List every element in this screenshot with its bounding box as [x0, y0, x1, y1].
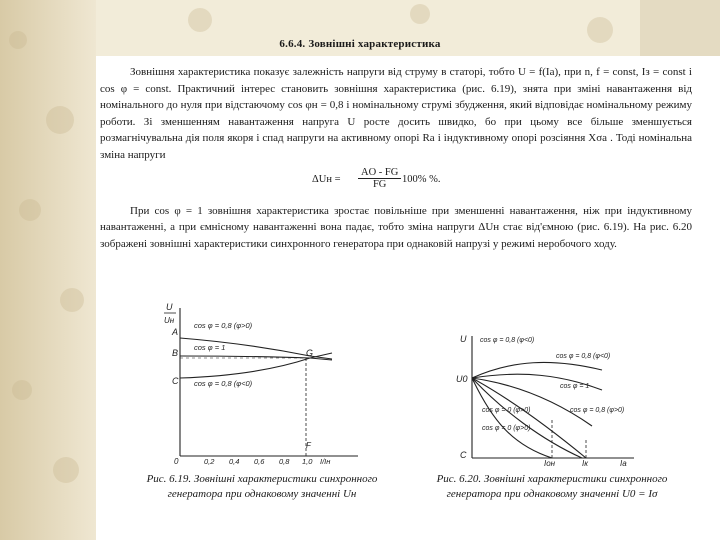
fig2-tick-ia: Iа	[620, 459, 627, 468]
fig2-curve-label-2: cos φ = 0,8 (φ<0)	[556, 353, 611, 360]
fig1-x-label: I/Iн	[320, 457, 331, 466]
fig1-point-a: A	[172, 327, 179, 337]
fig1-point-c: C	[172, 376, 179, 386]
formula-numerator: AO - FG	[358, 167, 401, 179]
fig1-point-b: B	[172, 348, 179, 358]
paragraph-1-text: Зовнішня характеристика показує залежність напруги від струму в статорі, тобто U = f(Iа), при n, f = const, Iз = const і cos φ = const. Практичний інтерес становить зовнішня характеристика (рис. 6.19), знята при зміні навантаження від номінального до нуля при відстаючому cos φн = 0,8 і номінальному струмі збудження, який відповідає номінальному режиму роботи. Зі зменшенням навантаження напруга U росте досить швидко, бо при цьому все більше зменшується розмагнічувальна дія поля якоря і спад напруги на активному опорі Rа і індуктивному опорі розсіяння Xσа . Тоді номінальна зміна напруги	[100, 66, 692, 161]
fig1-curve-label-lagging: cos φ = 0,8 (φ>0)	[194, 321, 253, 330]
fig1-curve-label-unity: cos φ = 1	[194, 343, 226, 352]
formula-rhs: 100% %.	[402, 173, 441, 185]
formula-lhs: ΔUн =	[312, 173, 341, 185]
fig2-curve-lagging	[472, 378, 586, 458]
fig1-point-g: G	[306, 348, 314, 358]
fig1-curve-label-leading: cos φ = 0,8 (φ<0)	[194, 379, 253, 388]
fig1-origin: 0	[174, 457, 179, 466]
paragraph-1	[100, 64, 692, 164]
fig2-curve-label-3: cos φ = 1	[560, 383, 590, 390]
formula-denominator: FG	[372, 178, 387, 190]
section-title: 6.6.4. Зовнішні характеристика	[279, 38, 441, 50]
fig1-y-label-den: Uн	[164, 316, 175, 325]
fig2-tick-ik: Iк	[582, 459, 588, 468]
fig2-origin: C	[460, 450, 467, 460]
formula-fraction	[358, 167, 401, 190]
fig1-tick-1-0: 1,0	[302, 457, 313, 466]
fig1-tick-0-8: 0,8	[279, 457, 290, 466]
fig2-u0-label: U0	[456, 374, 468, 384]
paragraph-2-text: При cos φ = 1 зовнішня характеристика зростає повільніше при зменшенні навантаження, ніж при індуктивному навантаженні, а при ємнісному навантаженні вона падає, тобто зміна напруги ΔUн стає від'ємною (рис. 6.19). На рис. 6.20 зображені зовнішні характеристики синхронного генератора при однаковій напрузі у режимі неробочого ходу.	[100, 204, 692, 250]
fig2-curve-label-5: cos φ = 0 (φ>0)	[482, 407, 531, 414]
fig2-y-label: U	[460, 334, 467, 344]
fig1-tick-0-2: 0,2	[204, 457, 215, 466]
figure-6-20	[452, 330, 642, 468]
fig2-curve-label-4: cos φ = 0,8 (φ>0)	[570, 407, 625, 414]
fig2-curve-label-1: cos φ = 0,8 (φ<0)	[480, 337, 535, 344]
paragraph-2	[100, 203, 692, 253]
fig1-y-label-num: U	[166, 302, 173, 312]
fig1-tick-0-4: 0,4	[229, 457, 240, 466]
fig1-caption: Рис. 6.19. Зовнішні характеристики синхронного генератора при однаковому значенні Uн	[146, 473, 378, 500]
fig2-curve-label-6: cos φ = 0 (φ>0)	[482, 425, 531, 432]
fig1-point-f: F	[306, 441, 311, 450]
fig2-curve-zero-1	[472, 378, 582, 458]
fig1-tick-0-6: 0,6	[254, 457, 265, 466]
voltage-change-formula	[312, 167, 692, 197]
document-body	[100, 64, 692, 252]
figure-6-19	[160, 298, 365, 468]
fig2-tick-ion: Iон	[544, 459, 556, 468]
fig2-caption: Рис. 6.20. Зовнішні характеристики синхронного генератора при однаковому значенні U0 = Iσ	[436, 473, 668, 500]
